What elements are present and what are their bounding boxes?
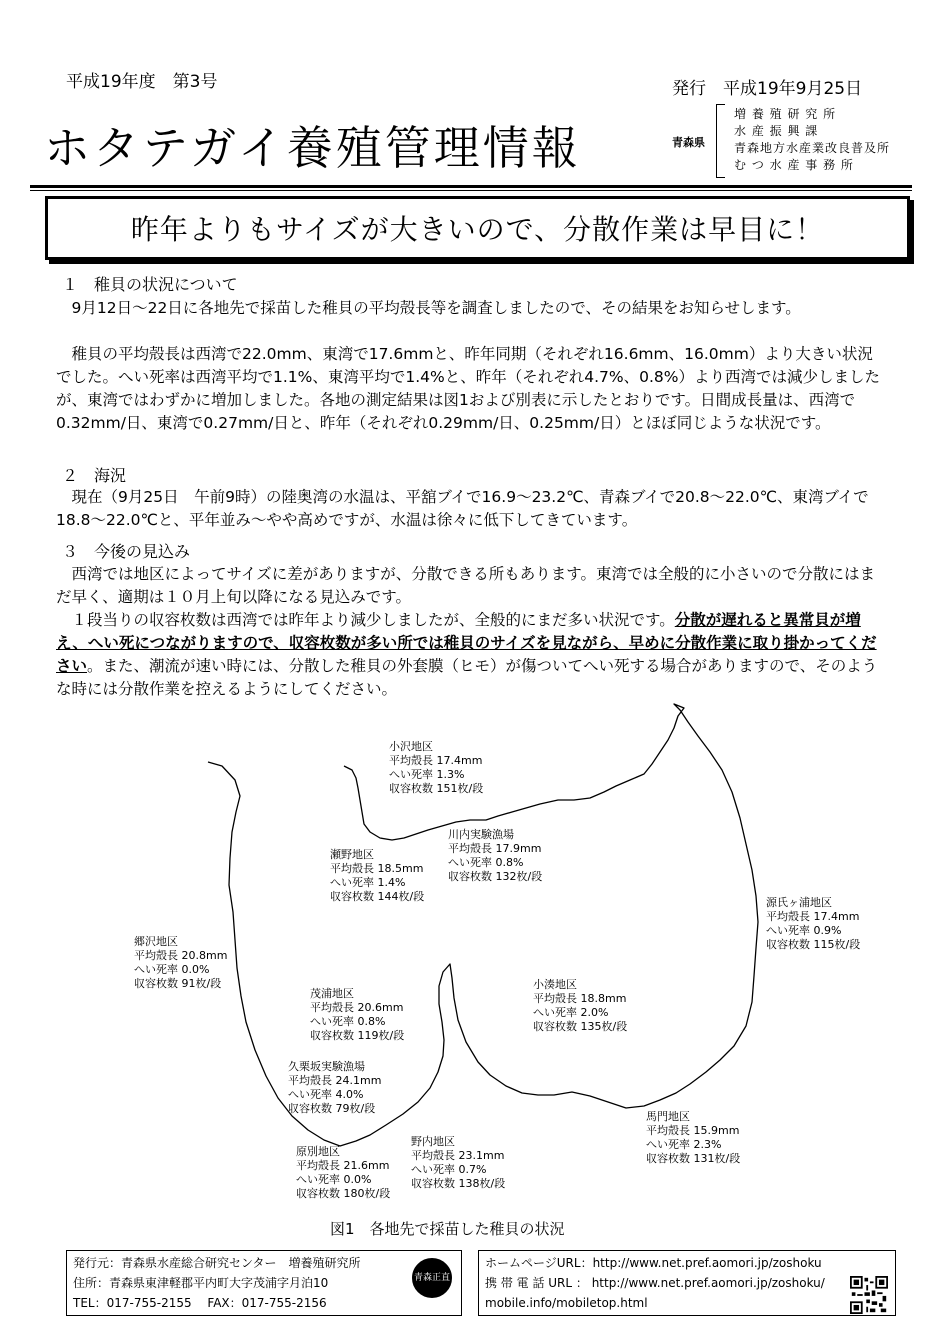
homepage-url[interactable]: ホームページURL：http://www.net.pref.aomori.jp/zoshoku — [485, 1256, 822, 1270]
section-2-paragraph-1: 現在（9月25日 午前9時）の陸奥湾の水温は、平舘ブイで16.9～23.2℃、青森ブイで20.8～22.0℃、東湾ブイで18.8～22.0℃と、平年並み～やや高めですが、水温は徐々に低下してきています。 — [56, 488, 869, 529]
section-1-paragraph-2: 稚貝の平均殻長は西湾で22.0mm、東湾で17.6mmと、昨年同期（それぞれ16.6mm、16.0mm）より大きい状況でした。へい死率は西湾平均で1.1%、東湾平均で1.4%と、昨年（それぞれ4.7%、0.8%）より西湾では減少しましたが、東湾ではわずかに増加しました。各地の測定結果は図1および別表に示したとおりです。日間成長量は、西湾で0.32mm/日、東湾で0.27mm/日と、昨年（それぞれ0.29mm/日、0.25mm/日）とほぼ同じような状況です。 — [56, 345, 881, 432]
org-item: 増 養 殖 研 究 所 — [734, 107, 837, 121]
prefecture-label: 青森県 — [672, 136, 705, 149]
station-label-kawauchi: 川内実験漁場 平均殻長 17.9mm へい死率 0.8% 収容枚数 132枚/段 — [448, 828, 543, 883]
header-rule — [30, 185, 912, 188]
mobile-url-cont[interactable]: mobile.info/mobiletop.html — [485, 1296, 648, 1310]
headline-text: 昨年よりもサイズが大きいので、分散作業は早目に！ — [130, 213, 825, 246]
qr-code-icon — [850, 1276, 888, 1314]
station-label-moura: 茂浦地区 平均殻長 20.6mm へい死率 0.8% 収容枚数 119枚/段 — [310, 987, 405, 1042]
publish-date: 発行 平成19年9月25日 — [672, 79, 863, 99]
org-item: 水 産 振 興 課 — [734, 124, 819, 138]
station-label-kominato: 小湊地区 平均殻長 18.8mm へい死率 2.0% 収容枚数 135枚/段 — [533, 978, 628, 1033]
section-3-paragraph-2 — [56, 609, 886, 701]
aomori-seal-logo: 青森正直 — [412, 1258, 452, 1298]
emphasis-warning: 分散が遅れると異常貝が増え、へい死につながりますので、収容枚数が多い所では稚貝のサイズを見ながら、早めに分散作業に取り掛かってください — [56, 611, 877, 675]
page-title: ホタテガイ養殖管理情報 — [44, 121, 581, 175]
org-item: む つ 水 産 事 務 所 — [734, 158, 854, 172]
station-label-seno: 瀬野地区 平均殻長 18.5mm へい死率 1.4% 収容枚数 144枚/段 — [330, 848, 425, 903]
section-1-heading: １ 稚貝の状況について — [62, 275, 238, 294]
footer-phone: TEL：017-755-2155 FAX：017-755-2156 — [73, 1296, 327, 1310]
figure-caption: 図1 各地先で採苗した稚貝の状況 — [330, 1220, 565, 1238]
footer-url-box — [478, 1250, 896, 1316]
org-list — [734, 106, 890, 174]
station-label-harabetsu: 原別地区 平均殻長 21.6mm へい死率 0.0% 収容枚数 180枚/段 — [296, 1145, 391, 1200]
footer-publisher: 発行元：青森県水産総合研究センター 増養殖研究所 — [73, 1256, 361, 1270]
footer-publisher-box — [66, 1250, 462, 1316]
headline-box — [45, 196, 910, 260]
section-3-text-a: １段当りの収容枚数は西湾では昨年より減少しましたが、全般的にまだ多い状況です。 — [71, 611, 675, 629]
station-label-gozawa: 郷沢地区 平均殻長 20.8mm へい死率 0.0% 収容枚数 91枚/段 — [134, 935, 228, 990]
section-1-paragraph-1: 9月12日～22日に各地先で採苗した稚貝の平均殻長等を調査しましたので、その結果をお知らせします。 — [71, 299, 801, 317]
station-label-kozawa: 小沢地区 平均殻長 17.4mm へい死率 1.3% 収容枚数 151枚/段 — [389, 740, 484, 795]
section-2-heading: ２ 海況 — [62, 466, 127, 485]
section-3-paragraph-1: 西湾では地区によってサイズに差がありますが、分散できる所もあります。東湾では全般的に小さいので分散にはまだ早く、適期は１０月上旬以降になる見込みです。 — [56, 565, 876, 606]
org-bracket — [716, 104, 725, 178]
section-3-text-c: 。また、潮流が速い時には、分散した稚貝の外套膜（ヒモ）が傷ついてへい死する場合がありますので、そのような時には分散作業を控えるようにしてください。 — [56, 657, 878, 698]
section-3-heading: ３ 今後の見込み — [62, 542, 191, 561]
org-item: 青森地方水産業改良普及所 — [734, 141, 891, 155]
footer-address: 住所：青森県東津軽郡平内町大字茂浦字月泊10 — [73, 1276, 329, 1290]
station-label-mamado: 馬門地区 平均殻長 15.9mm へい死率 2.3% 収容枚数 131枚/段 — [646, 1110, 741, 1165]
station-label-genjigaura: 源氏ヶ浦地区 平均殻長 17.4mm へい死率 0.9% 収容枚数 115枚/段 — [766, 896, 861, 951]
issue-number: 平成19年度 第3号 — [66, 72, 218, 92]
station-label-kurisaka: 久栗坂実験漁場 平均殻長 24.1mm へい死率 4.0% 収容枚数 79枚/段 — [288, 1060, 382, 1115]
header-rule-thin — [30, 190, 912, 191]
station-label-nonai: 野内地区 平均殻長 23.1mm へい死率 0.7% 収容枚数 138枚/段 — [411, 1135, 506, 1190]
mobile-url[interactable]: 携 帯 電 話 URL ： http://www.net.pref.aomori.jp/zoshoku/ — [485, 1276, 825, 1290]
